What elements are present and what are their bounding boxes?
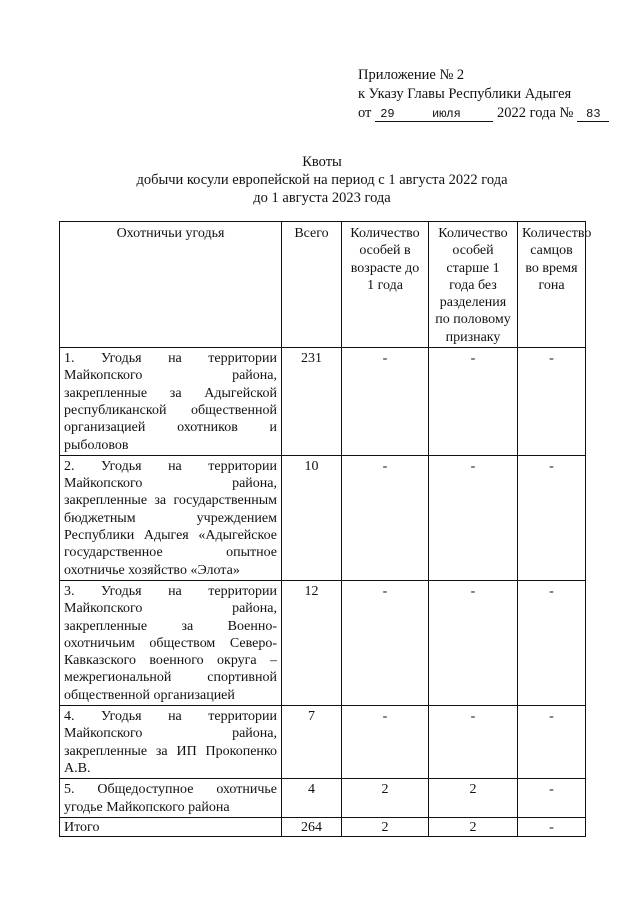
row-name: 2. Угодья на территории Майкопского района, закрепленные за государственным бюджетным учреждением Республики Адыгея «Адыгейское государственное опытное охотничье хозяйство «Элота» [60, 455, 282, 580]
row-under1: - [342, 455, 429, 580]
date-year-label: 2022 года № [497, 105, 574, 121]
header-hunting-grounds: Охотничьи угодья [60, 222, 282, 348]
date-month: июля [399, 107, 493, 122]
row-total: 4 [282, 779, 342, 818]
appendix-title: Приложение № 2 [358, 67, 465, 83]
table-row [60, 455, 586, 580]
total-over1: 2 [429, 817, 518, 836]
header-under-1-year: Количество особей в возрасте до 1 года [342, 222, 429, 348]
quota-table [59, 221, 592, 837]
row-over1: 2 [429, 779, 518, 818]
date-day: 29 [375, 107, 399, 122]
table-total-row [60, 817, 586, 836]
title-line-2: добычи косули европейской на период с 1 августа 2022 года [136, 172, 508, 188]
total-label: Итого [60, 817, 282, 836]
row-males: - [518, 455, 586, 580]
row-over1: - [429, 348, 518, 456]
table-row [60, 580, 586, 705]
table-header-row [60, 222, 586, 348]
row-total: 231 [282, 348, 342, 456]
row-over1: - [429, 706, 518, 779]
total-under1: 2 [342, 817, 429, 836]
table-row [60, 779, 586, 818]
row-total: 7 [282, 706, 342, 779]
table-row [60, 348, 586, 456]
row-males: - [518, 779, 586, 818]
header-total: Всего [282, 222, 342, 348]
row-total: 10 [282, 455, 342, 580]
row-under1: - [342, 706, 429, 779]
row-total: 12 [282, 580, 342, 705]
appendix-date-line [358, 104, 628, 123]
document-title [60, 153, 584, 207]
row-name: 5. Общедоступное охотничье угодье Майкопского района [60, 779, 282, 818]
row-males: - [518, 706, 586, 779]
row-name: 3. Угодья на территории Майкопского района, закрепленные за Военно-охотничьим обществом Северо-Кавказского военного округа – межрегиональной спортивной общественной организацией [60, 580, 282, 705]
appendix-decree: к Указу Главы Республики Адыгея [358, 86, 572, 102]
row-over1: - [429, 580, 518, 705]
from-label: от [358, 105, 372, 121]
decree-number: 83 [577, 107, 609, 122]
header-over-1-year: Количество особей старше 1 года без разделения по половому признаку [429, 222, 518, 348]
row-males: - [518, 580, 586, 705]
row-name: 1. Угодья на территории Майкопского района, закрепленные за Адыгейской республиканской общественной организацией охотников и рыболовов [60, 348, 282, 456]
row-under1: - [342, 580, 429, 705]
row-males: - [518, 348, 586, 456]
appendix-block [358, 66, 628, 123]
row-under1: 2 [342, 779, 429, 818]
row-over1: - [429, 455, 518, 580]
row-name: 4. Угодья на территории Майкопского района, закрепленные за ИП Прокопенко А.В. [60, 706, 282, 779]
title-line-1: Квоты [302, 154, 342, 170]
title-line-3: до 1 августа 2023 года [253, 190, 391, 206]
total-males: - [518, 817, 586, 836]
header-males-rut: Количество самцов во время гона [518, 222, 586, 348]
table-row [60, 706, 586, 779]
total-total: 264 [282, 817, 342, 836]
row-under1: - [342, 348, 429, 456]
